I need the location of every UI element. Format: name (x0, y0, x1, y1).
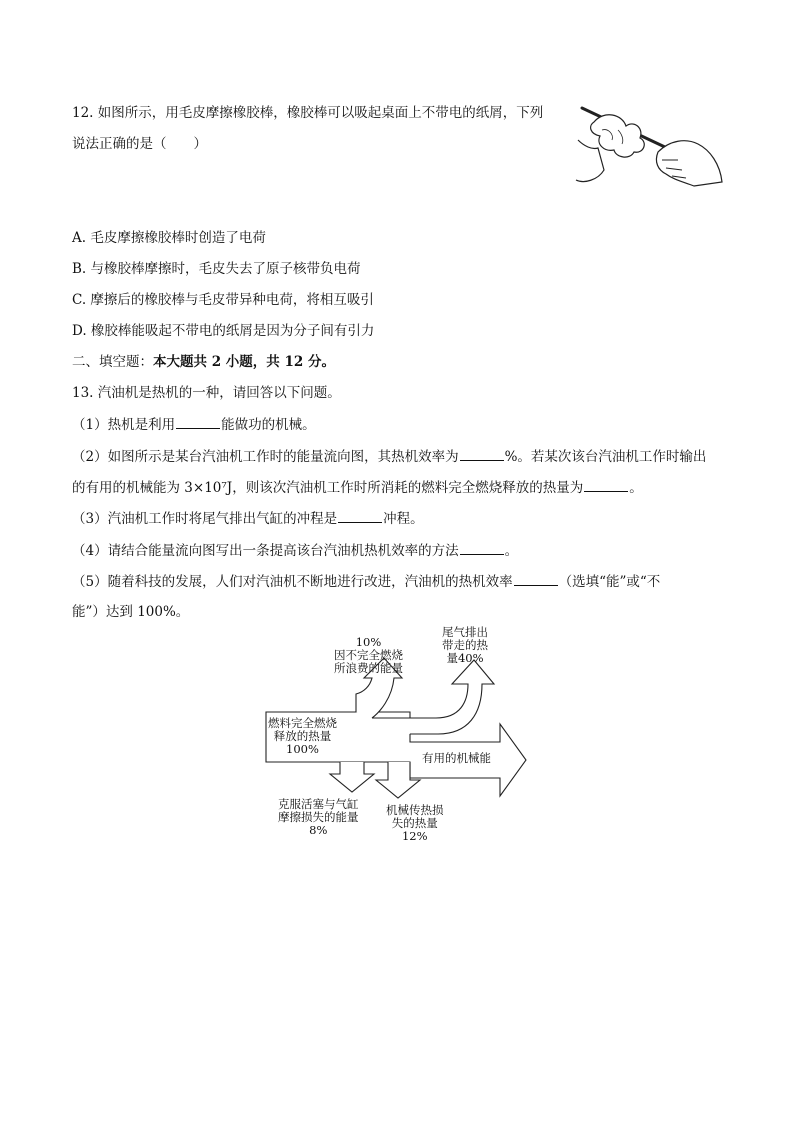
friction-loss-arrow (330, 762, 374, 792)
friction-label: 克服活塞与气缸 摩擦损失的能量 8% (278, 797, 359, 837)
q13-part2-line1 (72, 446, 706, 467)
q12-option-b: B. 与橡胶棒摩擦时，毛皮失去了原子核带负电荷 (72, 261, 361, 277)
q13-part5-line2: 能”）达到 100%。 (72, 604, 190, 620)
source-label: 燃料完全燃烧 释放的热量 100% (268, 716, 337, 756)
q13-p4-text-b: 。 (504, 543, 519, 559)
q13-p5-text-a: （5）随着科技的发展，人们对汽油机不断地进行改进，汽油机的热机效率 (72, 574, 513, 590)
q13-part1 (72, 414, 316, 435)
rubbing-rod-illustration (574, 100, 724, 190)
answer-blank-2[interactable] (460, 446, 504, 461)
answer-blank-4[interactable] (338, 508, 382, 523)
q13-p2-text-c: 的有用的机械能为 3×10⁷J，则该次汽油机工作时所消耗的燃料完全燃烧释放的热量为 (72, 480, 584, 496)
answer-blank-1[interactable] (176, 414, 220, 429)
q13-part2-line2 (72, 477, 643, 498)
q13-p1-text-a: （1）热机是利用 (72, 417, 176, 433)
q12-option-a: A. 毛皮摩擦橡胶棒时创造了电荷 (72, 230, 266, 246)
q13-p5-text-b: （选填“能”或“不 (558, 574, 661, 590)
useful-energy-label: 有用的机械能 (422, 751, 491, 765)
q12-stem-line1: 12. 如图所示，用毛皮摩擦橡胶棒，橡胶棒可以吸起桌面上不带电的纸屑，下列 (72, 105, 544, 121)
incomplete-label: 10% 因不完全燃烧 所浪费的能量 (334, 635, 403, 675)
q13-part5-line1 (72, 571, 660, 592)
q13-p1-text-b: 能做功的机械。 (221, 417, 316, 433)
q13-p2-text-b: %。若某次该台汽油机工作时输出 (504, 449, 707, 465)
q13-p4-text-a: （4）请结合能量流向图写出一条提高该台汽油机热机效率的方法 (72, 543, 459, 559)
q13-p2-text-d: 。 (629, 480, 643, 496)
q12-option-c: C. 摩擦后的橡胶棒与毛皮带异种电荷，将相互吸引 (72, 292, 374, 308)
q13-p3-text-b: 冲程。 (383, 511, 424, 527)
q12-stem-line2: 说法正确的是（ ） (72, 136, 207, 152)
section-prefix: 二、填空题： (72, 354, 153, 370)
answer-blank-5[interactable] (460, 540, 504, 555)
q12-option-d: D. 橡胶棒能吸起不带电的纸屑是因为分子间有引力 (72, 323, 375, 339)
answer-blank-6[interactable] (514, 571, 558, 586)
q13-part4 (72, 540, 518, 561)
section-heading (72, 352, 335, 372)
heat-loss-label: 机械传热损 失的热量 12% (386, 803, 444, 843)
energy-flow-diagram (260, 622, 530, 852)
answer-blank-3[interactable] (584, 477, 628, 492)
q13-p3-text-a: （3）汽油机工作时将尾气排出气缸的冲程是 (72, 511, 338, 527)
exhaust-label: 尾气排出 带走的热 量40% (442, 625, 488, 665)
q13-stem: 13. 汽油机是热机的一种，请回答以下问题。 (72, 385, 341, 401)
q13-p2-text-a: （2）如图所示是某台汽油机工作时的能量流向图，其热机效率为 (72, 449, 459, 465)
q13-part3 (72, 508, 424, 529)
section-text: 本大题共 2 小题，共 12 分。 (153, 354, 335, 370)
